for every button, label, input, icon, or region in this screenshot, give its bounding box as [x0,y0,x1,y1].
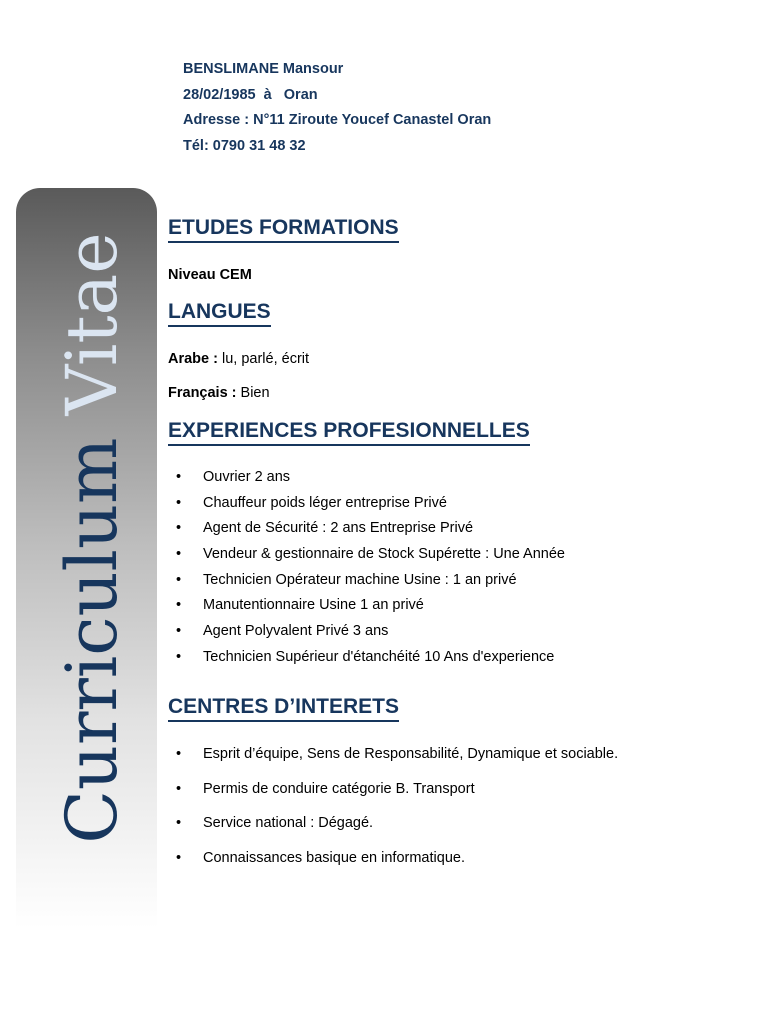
experience-text: Technicien Opérateur machine Usine : 1 an privé [203,571,517,588]
interest-text: Connaissances basique en informatique. [203,850,465,867]
bullet-icon: • [176,520,182,537]
list-item [168,494,565,520]
experience-heading: EXPERIENCES PROFESIONNELLES [168,419,530,446]
list-item [168,545,565,571]
interest-text: Esprit d’équipe, Sens de Responsabilité, Dynamique et sociable. [203,746,619,762]
bullet-icon: • [176,746,182,762]
experience-text: Vendeur & gestionnaire de Stock Supérette : Une Année [203,546,565,563]
person-name: BENSLIMANE Mansour [183,61,344,77]
sidebar-title-part1: Curriculum [51,437,133,844]
list-item [168,468,565,494]
list-item [168,745,618,780]
bullet-icon: • [176,648,182,665]
birth-info: 28/02/1985 à Oran [183,86,318,103]
interests-heading: CENTRES D’INTERETS [168,695,399,722]
language-name: Français : [168,385,237,401]
list-item [168,622,565,648]
interest-text: Service national : Dégagé. [203,815,374,832]
bullet-icon: • [176,815,182,832]
list-item [168,814,618,849]
education-level: Niveau CEM [168,267,252,283]
phone: Tél: 0790 31 48 32 [183,137,306,154]
list-item [168,849,618,884]
bullet-icon: • [176,780,182,797]
interests-list [168,745,618,884]
experience-text: Ouvrier 2 ans [203,469,291,485]
experience-text: Agent Polyvalent Privé 3 ans [203,623,389,640]
experience-text: Agent de Sécurité : 2 ans Entreprise Privé [203,520,474,537]
language-name: Arabe : [168,351,218,367]
bullet-icon: • [176,469,182,485]
experience-text: Manutentionnaire Usine 1 an privé [203,597,424,614]
experience-text: Chauffeur poids léger entreprise Privé [203,494,447,511]
bullet-icon: • [176,850,182,867]
list-item [168,571,565,597]
language-level: Bien [240,385,270,401]
interest-text: Permis de conduire catégorie B. Transport [203,780,475,797]
list-item [168,648,565,674]
bullet-icon: • [176,546,182,563]
bullet-icon: • [176,494,182,511]
list-item [168,519,565,545]
sidebar-title-part2: Vitae [51,232,133,416]
experience-text: Technicien Supérieur d'étanchéité 10 Ans d'experience [203,648,555,665]
bullet-icon: • [176,571,182,588]
language-item [168,384,270,402]
contact-header [183,59,491,161]
list-item [168,596,565,622]
experience-list [168,468,565,674]
list-item [168,780,618,815]
education-heading: ETUDES FORMATIONS [168,216,399,243]
bullet-icon: • [176,623,182,640]
languages-heading: LANGUES [168,300,271,327]
address: Adresse : N°11 Ziroute Youcef Canastel Oran [183,112,492,128]
sidebar-title [51,232,133,844]
language-level: lu, parlé, écrit [222,351,310,367]
bullet-icon: • [176,597,182,614]
language-item [168,350,309,368]
